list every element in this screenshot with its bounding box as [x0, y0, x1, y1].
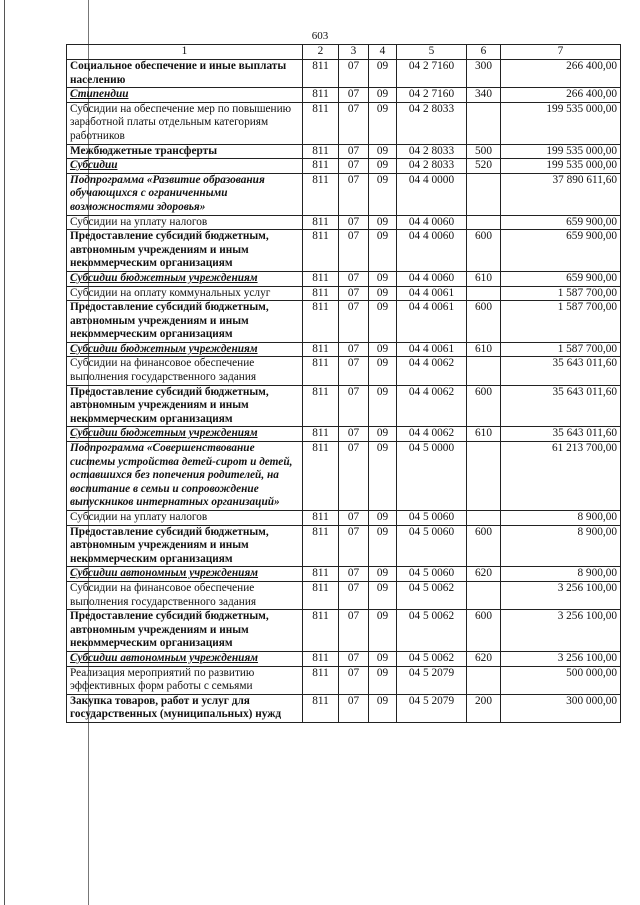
row-expense-type-cell: 600: [467, 301, 501, 343]
scan-edge-line-left: [4, 0, 5, 905]
row-amount-cell: 3 256 100,00: [501, 610, 621, 652]
row-code-cell: 811: [303, 88, 339, 103]
row-amount-cell: 3 256 100,00: [501, 651, 621, 666]
row-section-cell: 07: [339, 694, 369, 722]
row-section-cell: 07: [339, 215, 369, 230]
row-subsection-cell: 09: [369, 173, 397, 215]
row-name-cell: Субсидии бюджетным учреждениям: [67, 271, 303, 286]
row-section-cell: 07: [339, 385, 369, 427]
row-subsection-cell: 09: [369, 610, 397, 652]
row-amount-cell: 35 643 011,60: [501, 357, 621, 385]
row-code-cell: 811: [303, 357, 339, 385]
row-section-cell: 07: [339, 581, 369, 609]
row-amount-cell: 8 900,00: [501, 525, 621, 567]
table-row: [67, 60, 621, 88]
row-section-cell: 07: [339, 60, 369, 88]
row-code-cell: 811: [303, 666, 339, 694]
row-target-article-cell: 04 4 0061: [397, 342, 467, 357]
row-amount-cell: 199 535 000,00: [501, 144, 621, 159]
row-target-article-cell: 04 5 0062: [397, 581, 467, 609]
row-name-cell: Субсидии на финансовое обеспечение выполнения государственного задания: [67, 581, 303, 609]
row-code-cell: 811: [303, 215, 339, 230]
row-name-cell: Субсидии бюджетным учреждениям: [67, 342, 303, 357]
row-name-cell: Подпрограмма «Развитие образования обучающихся с ограниченными возможностями здоровья»: [67, 173, 303, 215]
table-row: [67, 666, 621, 694]
row-section-cell: 07: [339, 144, 369, 159]
row-subsection-cell: 09: [369, 102, 397, 144]
row-section-cell: 07: [339, 511, 369, 526]
row-amount-cell: 1 587 700,00: [501, 301, 621, 343]
row-subsection-cell: 09: [369, 88, 397, 103]
row-code-cell: 811: [303, 271, 339, 286]
table-row: [67, 173, 621, 215]
row-section-cell: 07: [339, 567, 369, 582]
table-row: [67, 694, 621, 722]
row-subsection-cell: 09: [369, 666, 397, 694]
row-expense-type-cell: [467, 581, 501, 609]
row-subsection-cell: 09: [369, 215, 397, 230]
table-row: [67, 525, 621, 567]
row-amount-cell: 199 535 000,00: [501, 159, 621, 174]
row-amount-cell: 500 000,00: [501, 666, 621, 694]
row-section-cell: 07: [339, 357, 369, 385]
row-name-cell: Социальное обеспечение и иные выплаты населению: [67, 60, 303, 88]
row-subsection-cell: 09: [369, 230, 397, 272]
table-body: [67, 60, 621, 723]
row-code-cell: 811: [303, 102, 339, 144]
row-amount-cell: 300 000,00: [501, 694, 621, 722]
row-expense-type-cell: [467, 666, 501, 694]
row-expense-type-cell: 340: [467, 88, 501, 103]
row-name-cell: Субсидии автономным учреждениям: [67, 567, 303, 582]
row-code-cell: 811: [303, 230, 339, 272]
row-target-article-cell: 04 4 0060: [397, 230, 467, 272]
row-code-cell: 811: [303, 427, 339, 442]
row-expense-type-cell: [467, 102, 501, 144]
row-amount-cell: 8 900,00: [501, 567, 621, 582]
row-amount-cell: 659 900,00: [501, 215, 621, 230]
row-target-article-cell: 04 5 2079: [397, 694, 467, 722]
row-subsection-cell: 09: [369, 581, 397, 609]
row-expense-type-cell: [467, 442, 501, 511]
row-code-cell: 811: [303, 581, 339, 609]
row-target-article-cell: 04 5 0060: [397, 567, 467, 582]
row-name-cell: Подпрограмма «Совершенствование системы устройства детей-сирот и детей, оставшихся без попечения родителей, на воспитание в семьи и сопровождение выпускников интернатных организаций»: [67, 442, 303, 511]
table-row: [67, 651, 621, 666]
row-expense-type-cell: 600: [467, 610, 501, 652]
row-code-cell: 811: [303, 342, 339, 357]
page-number: 603: [311, 30, 329, 42]
row-expense-type-cell: 610: [467, 342, 501, 357]
row-section-cell: 07: [339, 610, 369, 652]
row-section-cell: 07: [339, 427, 369, 442]
row-amount-cell: 35 643 011,60: [501, 427, 621, 442]
row-target-article-cell: 04 4 0061: [397, 286, 467, 301]
row-code-cell: 811: [303, 173, 339, 215]
row-subsection-cell: 09: [369, 144, 397, 159]
row-section-cell: 07: [339, 442, 369, 511]
row-expense-type-cell: 600: [467, 230, 501, 272]
row-expense-type-cell: [467, 511, 501, 526]
column-header-4: 4: [369, 45, 397, 60]
row-amount-cell: 35 643 011,60: [501, 385, 621, 427]
row-target-article-cell: 04 5 2079: [397, 666, 467, 694]
row-name-cell: Субсидии на обеспечение мер по повышению заработной платы отдельным категориям работников: [67, 102, 303, 144]
row-section-cell: 07: [339, 342, 369, 357]
row-subsection-cell: 09: [369, 694, 397, 722]
row-expense-type-cell: 200: [467, 694, 501, 722]
row-amount-cell: 1 587 700,00: [501, 286, 621, 301]
row-name-cell: Предоставление субсидий бюджетным, автономным учреждениям и иным некоммерческим организациям: [67, 610, 303, 652]
row-name-cell: Закупка товаров, работ и услуг для государственных (муниципальных) нужд: [67, 694, 303, 722]
row-target-article-cell: 04 4 0061: [397, 301, 467, 343]
row-target-article-cell: 04 2 8033: [397, 159, 467, 174]
row-subsection-cell: 09: [369, 651, 397, 666]
row-code-cell: 811: [303, 511, 339, 526]
row-section-cell: 07: [339, 301, 369, 343]
row-expense-type-cell: [467, 357, 501, 385]
row-target-article-cell: 04 2 8033: [397, 102, 467, 144]
row-subsection-cell: 09: [369, 60, 397, 88]
row-section-cell: 07: [339, 271, 369, 286]
row-section-cell: 07: [339, 666, 369, 694]
row-name-cell: Субсидии на финансовое обеспечение выполнения государственного задания: [67, 357, 303, 385]
row-code-cell: 811: [303, 159, 339, 174]
row-name-cell: Предоставление субсидий бюджетным, автономным учреждениям и иным некоммерческим организациям: [67, 525, 303, 567]
table-row: [67, 567, 621, 582]
row-expense-type-cell: 600: [467, 525, 501, 567]
column-header-7: 7: [501, 45, 621, 60]
row-code-cell: 811: [303, 385, 339, 427]
row-target-article-cell: 04 4 0060: [397, 215, 467, 230]
table-row: [67, 102, 621, 144]
row-code-cell: 811: [303, 694, 339, 722]
row-subsection-cell: 09: [369, 385, 397, 427]
row-code-cell: 811: [303, 651, 339, 666]
row-name-cell: Предоставление субсидий бюджетным, автономным учреждениям и иным некоммерческим организациям: [67, 385, 303, 427]
row-amount-cell: 659 900,00: [501, 271, 621, 286]
row-code-cell: 811: [303, 301, 339, 343]
row-subsection-cell: 09: [369, 357, 397, 385]
row-subsection-cell: 09: [369, 525, 397, 567]
row-name-cell: Предоставление субсидий бюджетным, автономным учреждениям и иным некоммерческим организациям: [67, 230, 303, 272]
table-row: [67, 427, 621, 442]
row-target-article-cell: 04 5 0000: [397, 442, 467, 511]
column-header-2: 2: [303, 45, 339, 60]
row-code-cell: 811: [303, 144, 339, 159]
table-row: [67, 271, 621, 286]
table-row: [67, 610, 621, 652]
row-code-cell: 811: [303, 525, 339, 567]
row-amount-cell: 8 900,00: [501, 511, 621, 526]
row-code-cell: 811: [303, 286, 339, 301]
table-row: [67, 357, 621, 385]
row-target-article-cell: 04 5 0062: [397, 610, 467, 652]
row-expense-type-cell: [467, 286, 501, 301]
row-name-cell: Стипендии: [67, 88, 303, 103]
table-row: [67, 88, 621, 103]
row-name-cell: Субсидии на оплату коммунальных услуг: [67, 286, 303, 301]
row-name-cell: Субсидии бюджетным учреждениям: [67, 427, 303, 442]
row-target-article-cell: 04 4 0000: [397, 173, 467, 215]
table-row: [67, 301, 621, 343]
row-target-article-cell: 04 4 0062: [397, 427, 467, 442]
row-name-cell: Субсидии на уплату налогов: [67, 215, 303, 230]
row-amount-cell: 61 213 700,00: [501, 442, 621, 511]
row-name-cell: Субсидии автономным учреждениям: [67, 651, 303, 666]
row-target-article-cell: 04 4 0062: [397, 385, 467, 427]
row-amount-cell: 659 900,00: [501, 230, 621, 272]
row-name-cell: Субсидии на уплату налогов: [67, 511, 303, 526]
table-row: [67, 215, 621, 230]
row-subsection-cell: 09: [369, 567, 397, 582]
table-row: [67, 442, 621, 511]
row-expense-type-cell: 610: [467, 427, 501, 442]
row-target-article-cell: 04 2 8033: [397, 144, 467, 159]
row-section-cell: 07: [339, 88, 369, 103]
row-section-cell: 07: [339, 173, 369, 215]
row-subsection-cell: 09: [369, 342, 397, 357]
row-target-article-cell: 04 5 0060: [397, 511, 467, 526]
row-expense-type-cell: [467, 215, 501, 230]
table-row: [67, 230, 621, 272]
row-amount-cell: 3 256 100,00: [501, 581, 621, 609]
row-name-cell: Субсидии: [67, 159, 303, 174]
row-amount-cell: 199 535 000,00: [501, 102, 621, 144]
row-subsection-cell: 09: [369, 301, 397, 343]
row-section-cell: 07: [339, 525, 369, 567]
row-subsection-cell: 09: [369, 511, 397, 526]
row-target-article-cell: 04 4 0060: [397, 271, 467, 286]
row-section-cell: 07: [339, 159, 369, 174]
table-row: [67, 342, 621, 357]
row-expense-type-cell: 610: [467, 271, 501, 286]
column-header-5: 5: [397, 45, 467, 60]
row-section-cell: 07: [339, 286, 369, 301]
table-row: [67, 286, 621, 301]
row-section-cell: 07: [339, 230, 369, 272]
budget-table: [66, 44, 621, 723]
row-amount-cell: 266 400,00: [501, 60, 621, 88]
row-target-article-cell: 04 5 0062: [397, 651, 467, 666]
row-subsection-cell: 09: [369, 286, 397, 301]
table-row: [67, 159, 621, 174]
row-subsection-cell: 09: [369, 159, 397, 174]
table-row: [67, 581, 621, 609]
table-row: [67, 511, 621, 526]
row-code-cell: 811: [303, 60, 339, 88]
row-name-cell: Реализация мероприятий по развитию эффективных форм работы с семьями: [67, 666, 303, 694]
row-expense-type-cell: [467, 173, 501, 215]
row-target-article-cell: 04 4 0062: [397, 357, 467, 385]
row-code-cell: 811: [303, 442, 339, 511]
row-subsection-cell: 09: [369, 271, 397, 286]
row-target-article-cell: 04 2 7160: [397, 60, 467, 88]
row-expense-type-cell: 620: [467, 567, 501, 582]
row-expense-type-cell: 500: [467, 144, 501, 159]
row-amount-cell: 37 890 611,60: [501, 173, 621, 215]
row-expense-type-cell: 300: [467, 60, 501, 88]
row-section-cell: 07: [339, 102, 369, 144]
row-name-cell: Межбюджетные трансферты: [67, 144, 303, 159]
row-code-cell: 811: [303, 567, 339, 582]
row-amount-cell: 1 587 700,00: [501, 342, 621, 357]
row-expense-type-cell: 620: [467, 651, 501, 666]
row-subsection-cell: 09: [369, 442, 397, 511]
row-expense-type-cell: 600: [467, 385, 501, 427]
row-code-cell: 811: [303, 610, 339, 652]
table-header-row: [67, 45, 621, 60]
row-target-article-cell: 04 5 0060: [397, 525, 467, 567]
row-section-cell: 07: [339, 651, 369, 666]
row-expense-type-cell: 520: [467, 159, 501, 174]
row-amount-cell: 266 400,00: [501, 88, 621, 103]
row-name-cell: Предоставление субсидий бюджетным, автономным учреждениям и иным некоммерческим организациям: [67, 301, 303, 343]
row-subsection-cell: 09: [369, 427, 397, 442]
row-target-article-cell: 04 2 7160: [397, 88, 467, 103]
column-header-6: 6: [467, 45, 501, 60]
column-header-3: 3: [339, 45, 369, 60]
table-row: [67, 144, 621, 159]
column-header-1: 1: [67, 45, 303, 60]
table-row: [67, 385, 621, 427]
